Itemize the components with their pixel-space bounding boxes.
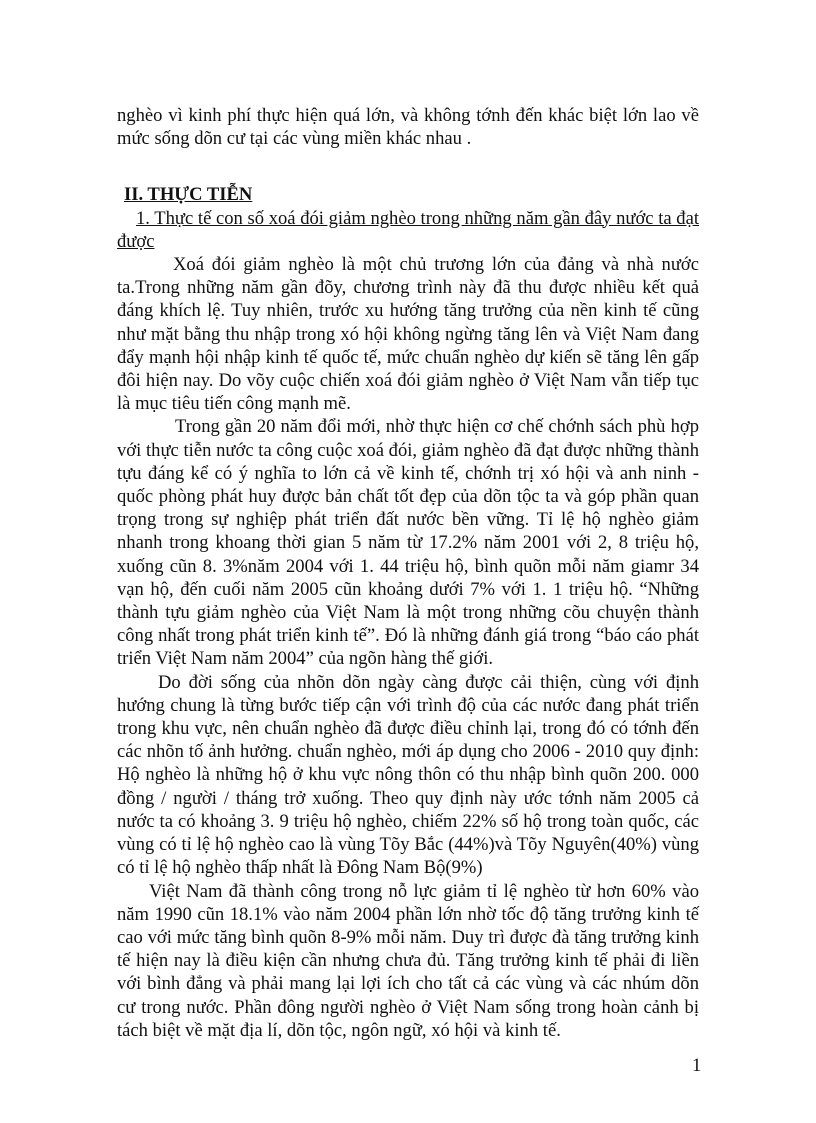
subsection-title: 1. Thực tế con số xoá đói giảm nghèo trong những năm gần đây nước ta đạt được — [117, 207, 699, 252]
section-title: II. THỰC TIỄN — [124, 184, 253, 206]
intro-paragraph: nghèo vì kinh phí thực hiện quá lớn, và không tớnh đến khác biệt lớn lao về mức sống dõn cư tại các vùng miền khác nhau . — [117, 105, 699, 150]
page-number: 1 — [692, 1055, 702, 1076]
body-paragraph-4: Việt Nam đã thành công trong nỗ lực giảm tỉ lệ nghèo từ hơn 60% vào năm 1990 cũn 18.1% vào năm 2004 phần lớn nhờ tốc độ tăng trưởng kinh tế cao với mức tăng bình quõn 8-9% mỗi năm. Duy trì được đà tăng trưởng kinh tế hiện nay là điều kiện cần nhưng chưa đủ. Tăng trưởng kinh tế phải đi liền với bình đẳng và phải mang lại lợi ích cho tất cả các vùng và các nhúm dõn cư trong nước. Phần đông người nghèo ở Việt Nam sống trong hoàn cảnh bị tách biệt về mặt địa lí, dõn tộc, ngôn ngữ, xó hội và kinh tế. — [117, 880, 699, 1041]
body-paragraph-2: Trong gần 20 năm đổi mới, nhờ thực hiện cơ chế chớnh sách phù hợp với thực tiễn nước ta công cuộc xoá đói, giảm nghèo đã đạt được những thành tựu đáng kể có ý nghĩa to lớn cả về kinh tế, chớnh trị xó hội và anh ninh - quốc phòng phát huy được bản chất tốt đẹp của dõn tộc ta và góp phần quan trọng trong sự nghiệp phát triển đất nước bền vững. Tỉ lệ hộ nghèo giảm nhanh trong khoang thời gian 5 năm từ 17.2% năm 2001 với 2, 8 triệu hộ, xuống cũn 8. 3%năm 2004 với 1. 44 triệu hộ, bình quõn mỗi năm giamr 34 vạn hộ, đến cuối năm 2005 cũn khoảng dưới 7% với 1. 1 triệu hộ. “Những thành tựu giảm nghèo của Việt Nam là một trong những cõu chuyện thành công nhất trong phát triển kinh tế”. Đó là những đánh giá trong “báo cáo phát triển Việt Nam năm 2004” của ngõn hàng thế giới. — [117, 416, 699, 670]
document-body — [117, 104, 699, 1042]
body-paragraph-1: Xoá đói giảm nghèo là một chủ trương lớn của đảng và nhà nước ta.Trong những năm gần đõy, chương trình này đã thu được nhiều kết quả đáng khích lệ. Tuy nhiên, trước xu hướng tăng trưởng của nền kinh tế cũng như mặt bằng thu nhập trong xó hội không ngừng tăng lên và Việt Nam đang đẩy mạnh hội nhập kinh tế quốc tế, mức chuẩn nghèo dự kiến sẽ tăng lên gấp đôi hiện nay. Do võy cuộc chiến xoá đói giảm nghèo ở Việt Nam vẫn tiếp tục là mục tiêu tiến công mạnh mẽ. — [117, 254, 699, 415]
body-paragraph-3: Do đời sống của nhõn dõn ngày càng được cải thiện, cùng với định hướng chung là từng bước tiếp cận với trình độ của các nước đang phát triển trong khu vực, nên chuẩn nghèo đã được điều chỉnh lại, trong đó có tớnh đến các nhõn tố ảnh hưởng. chuẩn nghèo, mới áp dụng cho 2006 - 2010 quy định: Hộ nghèo là những hộ ở khu vực nông thôn có thu nhập bình quõn 200. 000 đồng / người / tháng trở xuống. Theo quy định này ước tớnh năm 2005 cả nước ta có khoảng 3. 9 triệu hộ nghèo, chiếm 22% số hộ trong toàn quốc, các vùng có tỉ lệ hộ nghèo cao là vùng Tõy Bắc (44%)và Tõy Nguyên(40%) vùng có tỉ lệ hộ nghèo thấp nhất là Đông Nam Bộ(9%) — [117, 671, 699, 879]
